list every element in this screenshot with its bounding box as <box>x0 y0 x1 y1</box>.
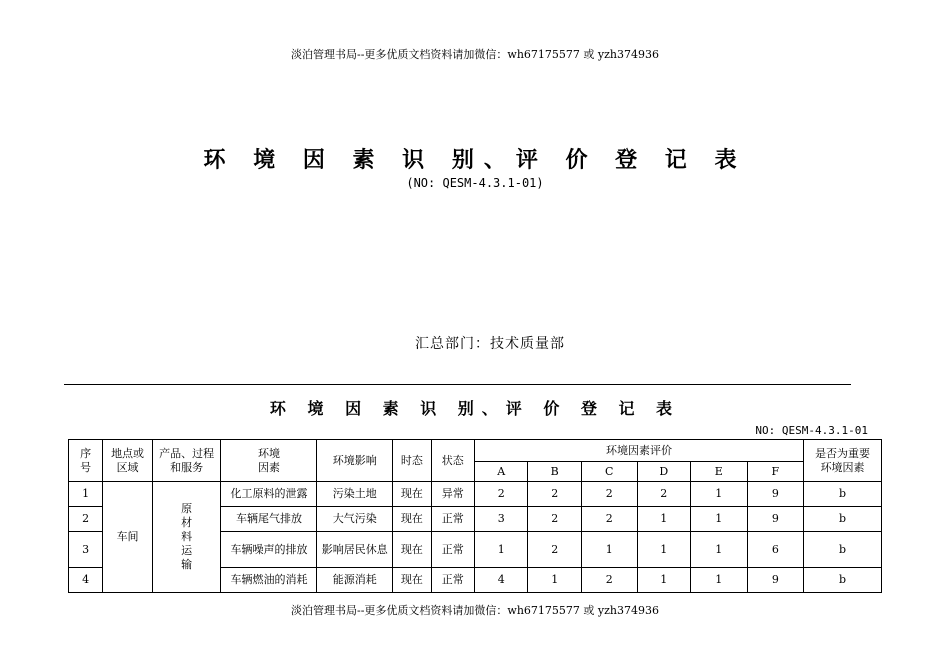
document-title: 环 境 因 素 识 别、评 价 登 记 表 <box>203 147 747 173</box>
form-title: 环 境 因 素 识 别、评 价 登 记 表 <box>269 399 681 418</box>
seq-header: 序 号 <box>69 440 103 482</box>
factor-cell: 车辆燃油的消耗 <box>221 568 317 593</box>
score-col-c: C <box>581 462 637 482</box>
score-b: 2 <box>528 482 582 507</box>
impact-cell: 污染土地 <box>317 482 393 507</box>
tense-cell: 现在 <box>393 507 431 532</box>
score-b: 2 <box>528 532 582 568</box>
seq-cell: 4 <box>69 568 103 593</box>
factor-header: 环境 因素 <box>221 440 317 482</box>
factor-cell: 车辆尾气排放 <box>221 507 317 532</box>
score-a: 3 <box>474 507 528 532</box>
seq-cell: 3 <box>69 532 103 568</box>
score-c: 2 <box>581 482 637 507</box>
evaluation-header: 环境因素评价 <box>474 440 803 462</box>
header-row <box>69 440 882 462</box>
significance-cell: b <box>804 532 882 568</box>
seq-cell: 1 <box>69 482 103 507</box>
score-e: 1 <box>691 568 748 593</box>
score-c: 2 <box>581 568 637 593</box>
tense-cell: 现在 <box>393 532 431 568</box>
document-number: (NO: QESM-4.3.1-01) <box>406 176 544 190</box>
score-col-d: D <box>637 462 691 482</box>
score-d: 1 <box>637 568 691 593</box>
score-f: 9 <box>747 568 804 593</box>
register-table <box>68 439 882 593</box>
impact-cell: 能源消耗 <box>317 568 393 593</box>
significance-header: 是否为重要 环境因素 <box>804 440 882 482</box>
score-col-e: E <box>691 462 748 482</box>
process-header: 产品、过程 和服务 <box>152 440 221 482</box>
table-row <box>69 482 882 507</box>
process-cell: 原 材 料 运 输 <box>152 482 221 593</box>
score-c: 1 <box>581 532 637 568</box>
divider-rule <box>64 384 851 385</box>
impact-cell: 影响居民休息 <box>317 532 393 568</box>
score-b: 1 <box>528 568 582 593</box>
impact-cell: 大气污染 <box>317 507 393 532</box>
score-col-a: A <box>474 462 528 482</box>
tense-cell: 现在 <box>393 482 431 507</box>
score-a: 1 <box>474 532 528 568</box>
factor-cell: 化工原料的泄露 <box>221 482 317 507</box>
score-e: 1 <box>691 482 748 507</box>
score-f: 6 <box>747 532 804 568</box>
score-a: 4 <box>474 568 528 593</box>
significance-cell: b <box>804 482 882 507</box>
impact-header: 环境影响 <box>317 440 393 482</box>
tense-cell: 现在 <box>393 568 431 593</box>
location-header: 地点或 区域 <box>103 440 152 482</box>
factor-cell: 车辆噪声的排放 <box>221 532 317 568</box>
significance-cell: b <box>804 568 882 593</box>
score-e: 1 <box>691 532 748 568</box>
state-cell: 正常 <box>431 568 474 593</box>
location-cell: 车间 <box>103 482 152 593</box>
score-a: 2 <box>474 482 528 507</box>
score-f: 9 <box>747 507 804 532</box>
score-b: 2 <box>528 507 582 532</box>
state-cell: 正常 <box>431 507 474 532</box>
score-col-b: B <box>528 462 582 482</box>
seq-cell: 2 <box>69 507 103 532</box>
state-cell: 正常 <box>431 532 474 568</box>
footer-note: 淡泊管理书局--更多优质文档资料请加微信：wh67175577 或 yzh374936 <box>291 604 659 617</box>
header-note: 淡泊管理书局--更多优质文档资料请加微信：wh67175577 或 yzh374936 <box>291 48 659 61</box>
score-f: 9 <box>747 482 804 507</box>
department-line: 汇总部门：技术质量部 <box>415 336 565 352</box>
score-col-f: F <box>747 462 804 482</box>
score-d: 1 <box>637 507 691 532</box>
state-header: 状态 <box>431 440 474 482</box>
score-d: 2 <box>637 482 691 507</box>
score-e: 1 <box>691 507 748 532</box>
form-number: NO: QESM-4.3.1-01 <box>755 424 868 437</box>
score-c: 2 <box>581 507 637 532</box>
significance-cell: b <box>804 507 882 532</box>
tense-header: 时态 <box>393 440 431 482</box>
state-cell: 异常 <box>431 482 474 507</box>
score-d: 1 <box>637 532 691 568</box>
